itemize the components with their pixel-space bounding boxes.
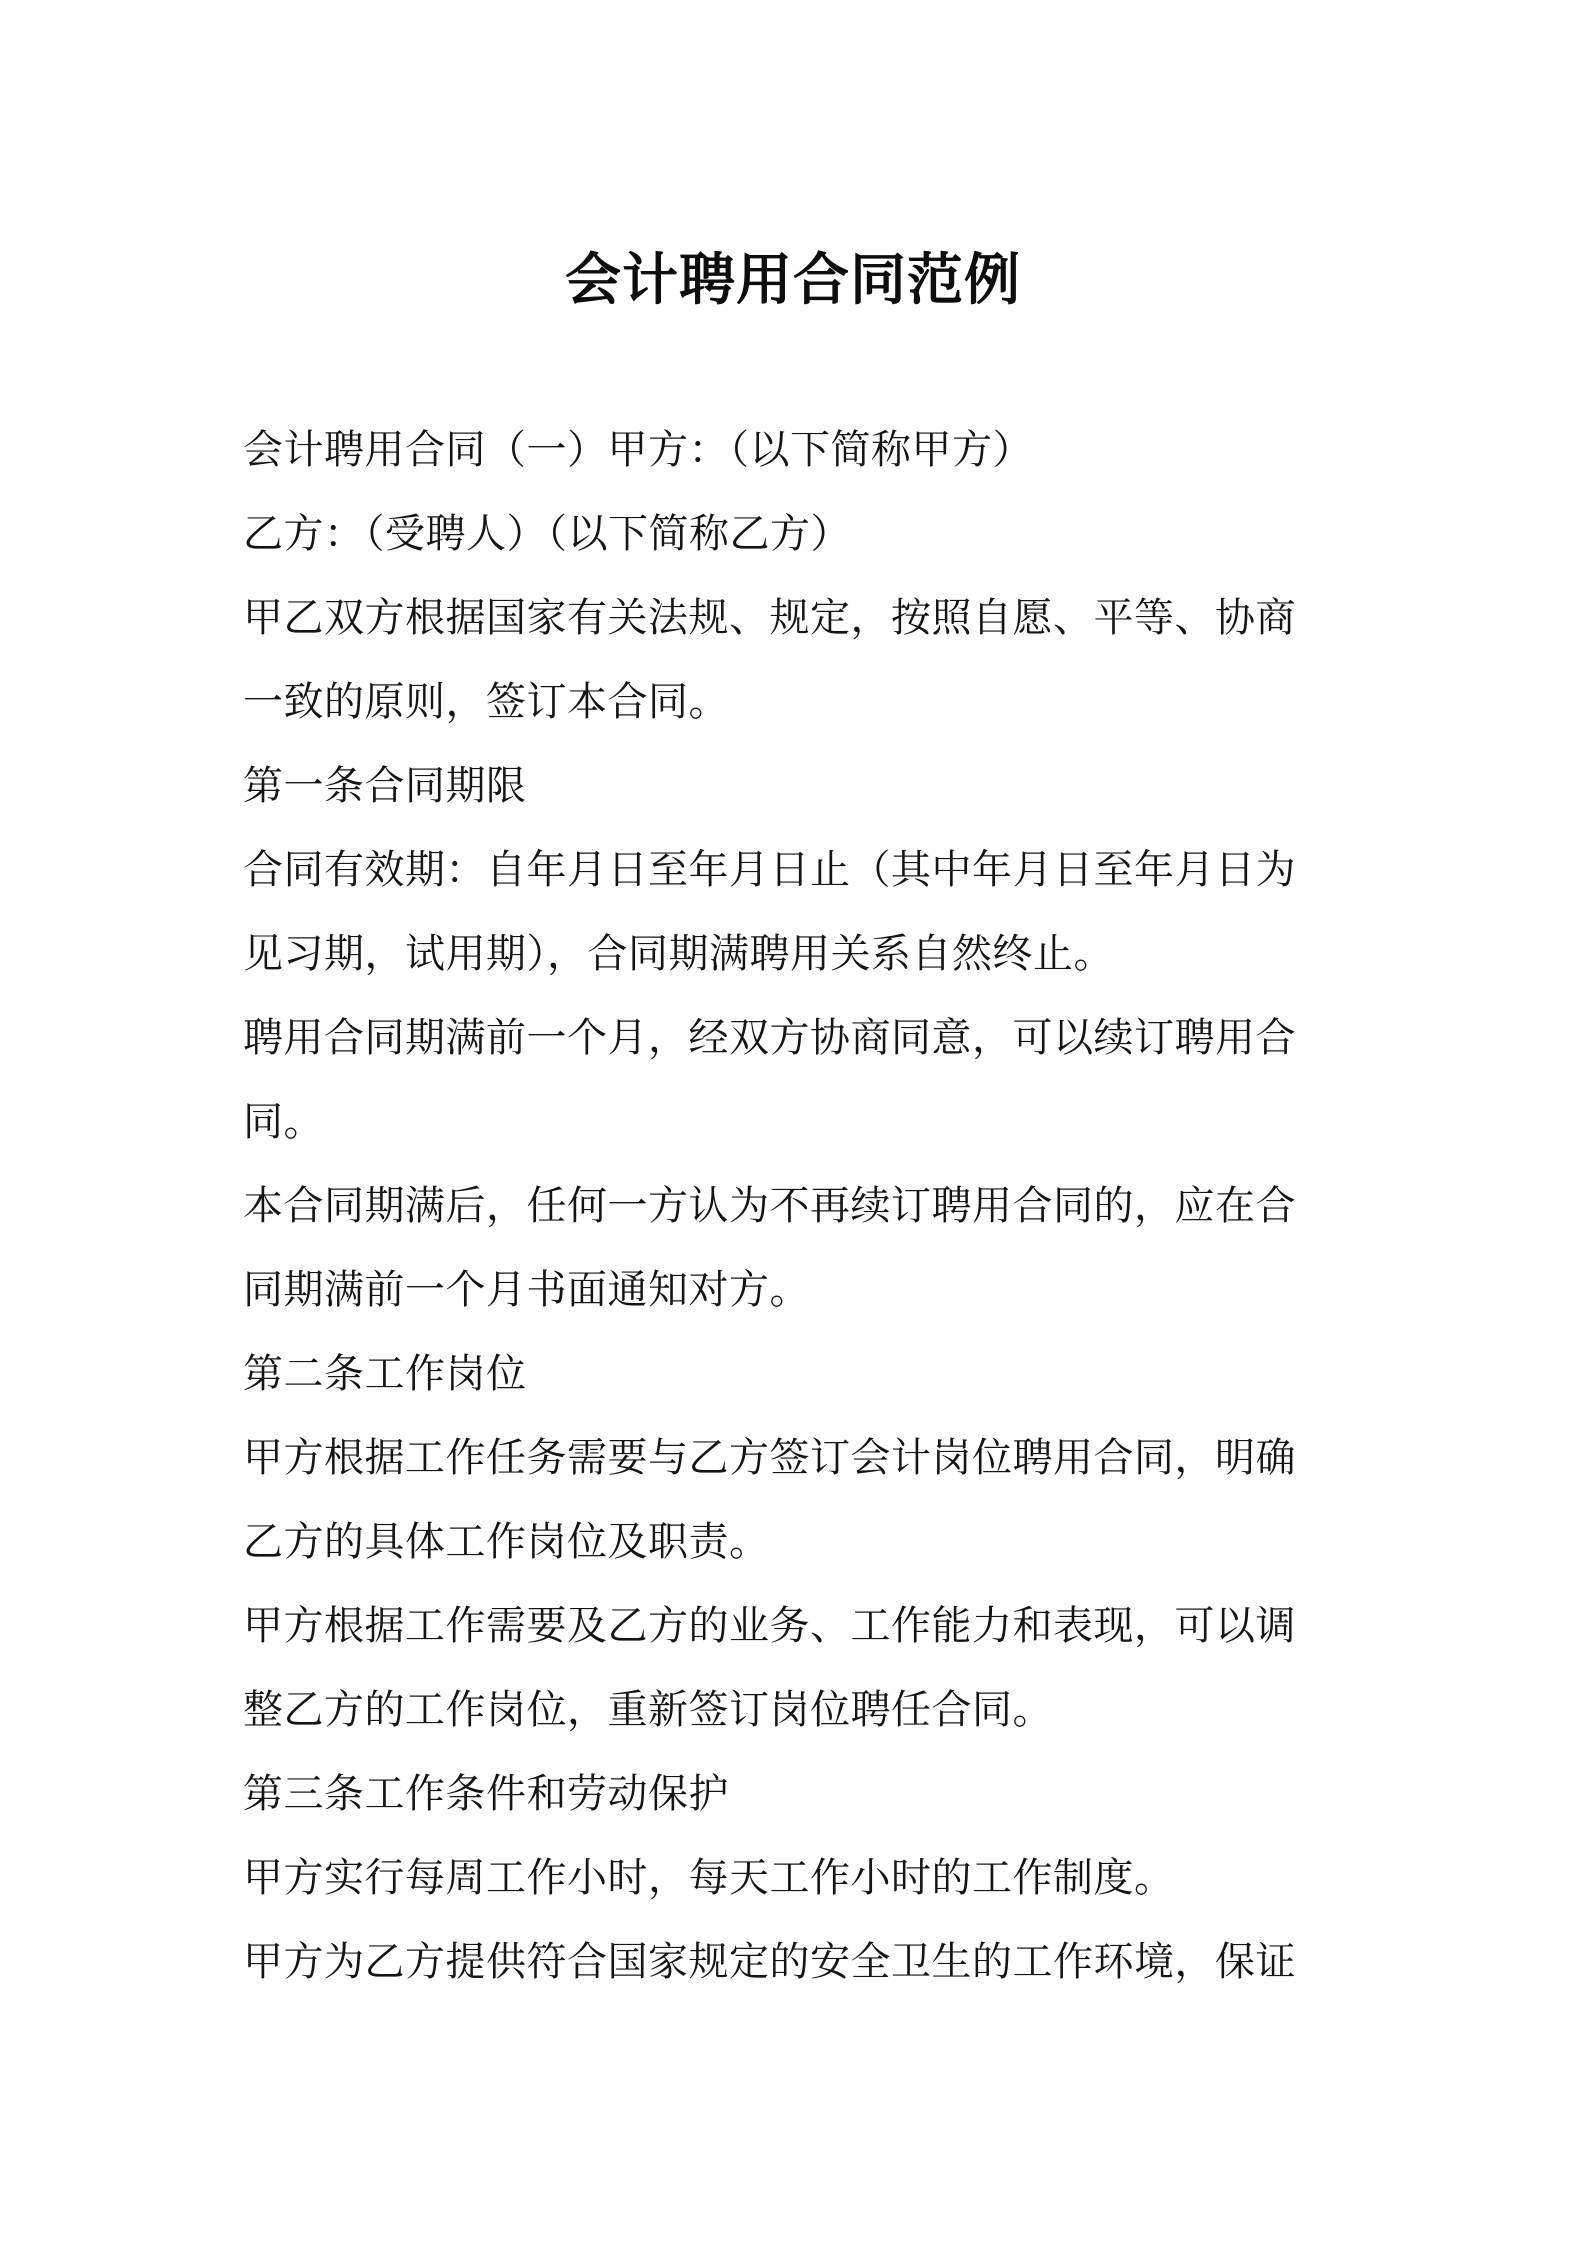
body-line: 合同有效期：自年月日至年月日止（其中年月日至年月日为 xyxy=(243,847,1296,893)
body-line: 乙方：（受聘人）（以下简称乙方） xyxy=(243,511,851,557)
section-heading: 第二条工作岗位 xyxy=(243,1351,527,1397)
document-body xyxy=(243,408,1353,2004)
body-line: 乙方的具体工作岗位及职责。 xyxy=(243,1519,770,1565)
body-line: 见习期，试用期），合同期满聘用关系自然终止。 xyxy=(243,931,1114,977)
body-line: 甲方为乙方提供符合国家规定的安全卫生的工作环境，保证 xyxy=(243,1939,1296,1985)
body-line: 同期满前一个月书面通知对方。 xyxy=(243,1267,810,1313)
body-line: 甲方根据工作需要及乙方的业务、工作能力和表现，可以调 xyxy=(243,1603,1296,1649)
document-title: 会计聘用合同范例 xyxy=(565,248,1021,313)
body-line: 整乙方的工作岗位，重新签订岗位聘任合同。 xyxy=(243,1687,1053,1733)
body-line: 甲方根据工作任务需要与乙方签订会计岗位聘用合同，明确 xyxy=(243,1435,1296,1481)
body-line: 一致的原则，签订本合同。 xyxy=(243,679,729,725)
body-line: 本合同期满后，任何一方认为不再续订聘用合同的，应在合 xyxy=(243,1183,1296,1229)
section-heading: 第一条合同期限 xyxy=(243,763,527,809)
section-heading: 第三条工作条件和劳动保护 xyxy=(243,1771,729,1817)
body-line: 聘用合同期满前一个月，经双方协商同意，可以续订聘用合 xyxy=(243,1015,1296,1061)
body-line: 同。 xyxy=(243,1099,324,1145)
body-line: 甲乙双方根据国家有关法规、规定，按照自愿、平等、协商 xyxy=(243,595,1296,641)
body-line: 甲方实行每周工作小时，每天工作小时的工作制度。 xyxy=(243,1855,1175,1901)
body-line: 会计聘用合同（一）甲方：（以下简称甲方） xyxy=(243,427,1033,473)
